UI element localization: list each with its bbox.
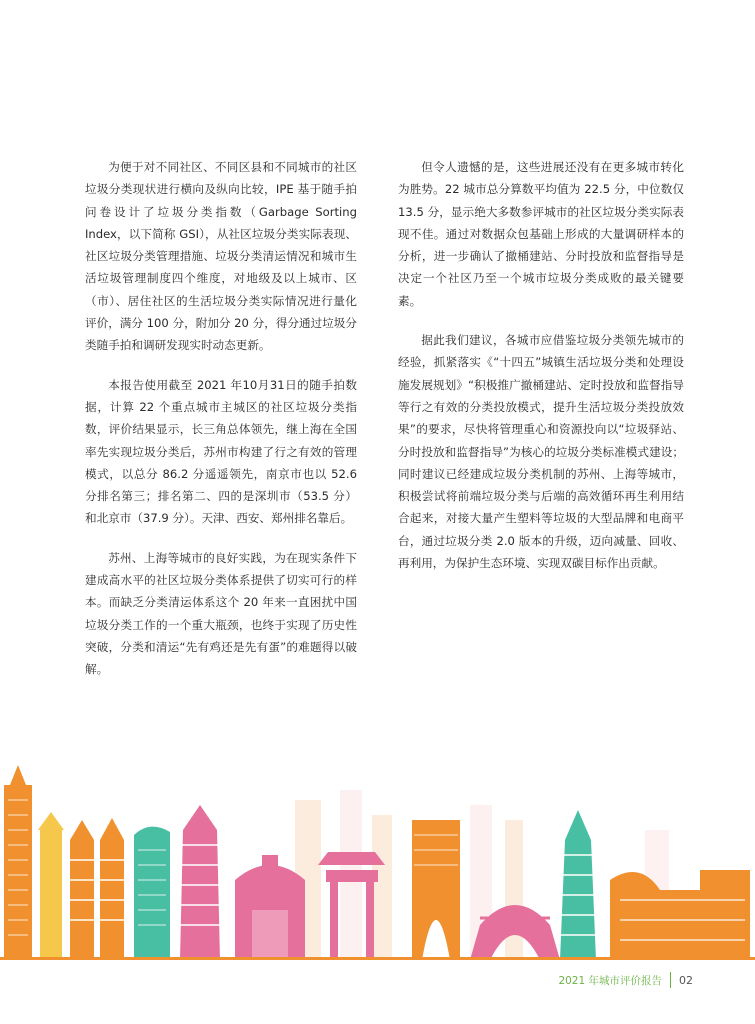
page-footer (558, 972, 693, 988)
green-pagoda (560, 810, 596, 960)
left-column (85, 156, 357, 698)
page-number: 02 (679, 973, 693, 987)
domed-hall (235, 855, 305, 960)
paragraph-ranking-results: 本报告使用截至 2021 年10月31日的随手拍数据，计算 22 个重点城市主城区的社区垃圾分类指数，评价结果显示，长三角总体领先，继上海在全国率先实现垃圾分类后，苏州市构建了行之有效的管理模式，以总分 86.2 分遥遥领先，南京市也以 52.6 分排名第三；排名第二、四的是深圳市（53.5 分）和北京市（37.9 分）。天津、西安、郑州排名靠后。 (85, 377, 357, 526)
footer-divider (670, 972, 671, 988)
pink-pagoda (178, 805, 222, 960)
right-column (398, 156, 684, 591)
paragraph-recommendation: 据此我们建议，各城市应借鉴垃圾分类领先城市的经验，抓紧落实《“十四五”城镇生活垃圾分类和处理设施发展规划》“积极推广撤桶建站、定时投放和监督指导等行之有效的分类投放模式，提升生活垃圾分类投放效果”的要求，尽快将管理重心和资源投向以“垃圾驿站、分时投放和监督指导”为核心的垃圾分类标准模式建设；同时建议已经建成垃圾分类机制的苏州、上海等城市，积极尝试将前端垃圾分类与后端的高效循环再生利用结合起来，对接大量产生塑料等垃圾的大型品牌和电商平台，通过垃圾分类 2.0 版本的升级，迈向减量、回收、再利用，为保护生态环境、实现双碳目标作出贡献。 (398, 333, 684, 571)
modern-building (610, 870, 750, 960)
city-skyline-illustration (0, 760, 755, 965)
orange-tower (4, 765, 32, 960)
twin-pagodas (38, 812, 126, 960)
arch-building (412, 820, 460, 960)
paragraph-regret: 但令人遗憾的是，这些进展还没有在更多城市转化为胜势。22 城市总分算数平均值为 22.5 分，中位数仅 13.5 分，显示绝大多数参评城市的社区垃圾分类实际表现不佳。通过对数据众包基础上形成的大量调研样本的分析，进一步确认了撤桶建站、分时投放和监督指导是决定一个社区乃至一个城市垃圾分类成败的最关键要素。 (398, 160, 684, 308)
green-building (134, 827, 170, 960)
report-title: 2021 年城市评价报告 (558, 974, 662, 987)
paragraph-gsi-intro: 为便于对不同社区、不同区县和不同城市的社区垃圾分类现状进行横向及纵向比较，IPE 基于随手拍问卷设计了垃圾分类指数（Garbage Sorting Index，以下简称 GSI），从社区垃圾分类实际表现、社区垃圾分类管理措施、垃圾分类清运情况和城市生活垃圾管理制度四个维度，对地级及以上城市、区（市）、居住社区的生活垃圾分类实际情况进行量化评价，满分 100 分，附加分 20 分，得分通过垃圾分类随手拍和调研发现实时动态更新。 (85, 160, 357, 353)
paragraph-good-practice: 苏州、上海等城市的良好实践，为在现实条件下建成高水平的社区垃圾分类体系提供了切实可行的样本。而缺乏分类清运体系这个 20 年来一直困扰中国垃圾分类工作的一个重大瓶颈，也终于实现了历史性突破，分类和清运“先有鸡还是先有蛋”的难题得以破解。 (85, 550, 357, 677)
